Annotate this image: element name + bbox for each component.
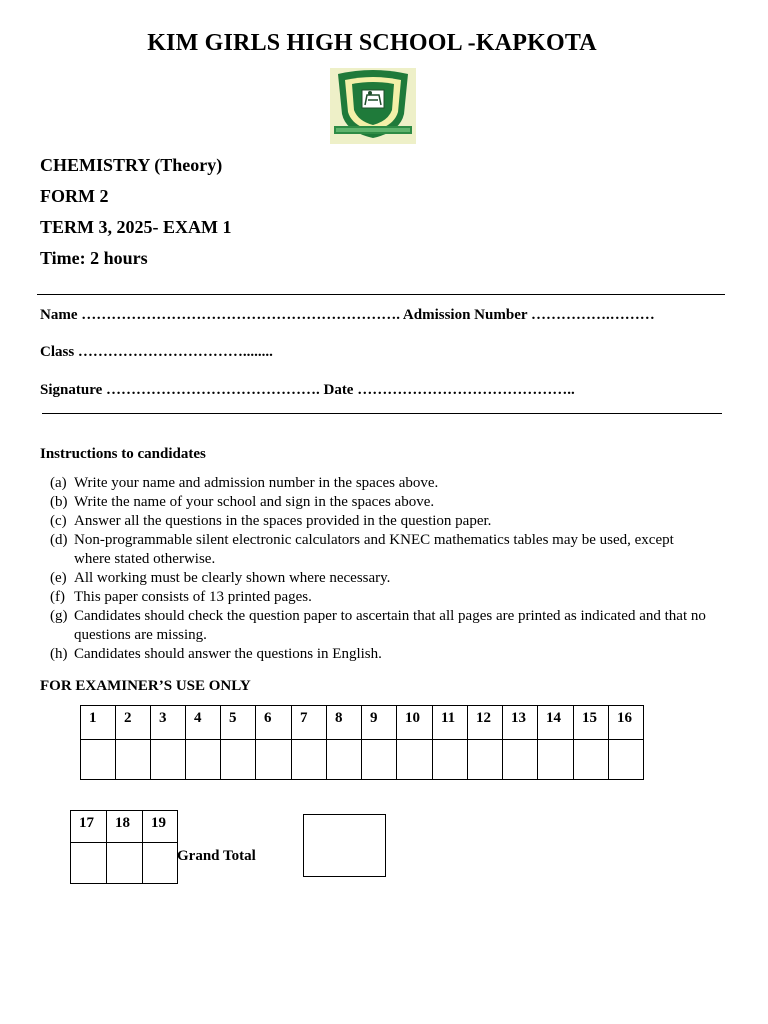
instruction-marker: (g): [50, 608, 68, 624]
grand-total-box[interactable]: [303, 814, 386, 877]
score-table-q1-16: [80, 705, 644, 780]
score-entry-cell[interactable]: [143, 843, 178, 884]
instruction-marker: (c): [50, 513, 67, 529]
score-entry-cell[interactable]: [538, 740, 574, 780]
term-line: TERM 3, 2025- EXAM 1: [40, 217, 232, 237]
subject-line: CHEMISTRY (Theory): [40, 155, 223, 175]
instruction-item: [50, 607, 710, 645]
instructions-heading: Instructions to candidates: [40, 446, 206, 462]
score-entry-cell[interactable]: [609, 740, 644, 780]
instruction-item: [50, 512, 710, 531]
score-entry-cell[interactable]: [327, 740, 362, 780]
question-number-cell: 3: [151, 706, 186, 740]
question-number-cell: 1: [81, 706, 116, 740]
instruction-marker: (h): [50, 646, 68, 662]
score-entry-cell[interactable]: [397, 740, 433, 780]
question-number-cell: 12: [468, 706, 503, 740]
question-number-cell: 19: [143, 811, 178, 843]
instruction-item: [50, 531, 710, 569]
score-entry-cell[interactable]: [574, 740, 609, 780]
question-number-cell: 17: [71, 811, 107, 843]
question-number-cell: 15: [574, 706, 609, 740]
top-divider: [37, 294, 725, 295]
instruction-item: [50, 645, 710, 664]
instruction-marker: (b): [50, 494, 68, 510]
score-entry-cell[interactable]: [256, 740, 292, 780]
instruction-marker: (d): [50, 532, 68, 548]
question-number-cell: 7: [292, 706, 327, 740]
instruction-item: [50, 474, 710, 493]
question-number-cell: 13: [503, 706, 538, 740]
question-number-cell: 4: [186, 706, 221, 740]
instruction-item: [50, 569, 710, 588]
score-entry-cell[interactable]: [81, 740, 116, 780]
school-crest-icon: [330, 68, 416, 144]
bottom-divider: [42, 413, 722, 414]
instruction-item: [50, 493, 710, 512]
score-entry-cell[interactable]: [468, 740, 503, 780]
question-number-cell: 6: [256, 706, 292, 740]
score-entry-cell[interactable]: [503, 740, 538, 780]
name-admission-field[interactable]: Name ………………………………………………………. Admission Number …………….………: [40, 307, 655, 323]
question-number-cell: 18: [107, 811, 143, 843]
instruction-text: All working must be clearly shown where necessary.: [74, 570, 391, 586]
instruction-marker: (e): [50, 570, 67, 586]
score-entry-cell[interactable]: [186, 740, 221, 780]
signature-date-field[interactable]: Signature ……………………………………. Date ……………………………………..: [40, 382, 575, 398]
score-entry-cell[interactable]: [151, 740, 186, 780]
question-number-cell: 11: [433, 706, 468, 740]
question-number-cell: 9: [362, 706, 397, 740]
score-entry-cell[interactable]: [433, 740, 468, 780]
time-line: Time: 2 hours: [40, 248, 148, 268]
instruction-text: Candidates should answer the questions in English.: [74, 646, 382, 662]
instruction-text: Write your name and admission number in the spaces above.: [74, 475, 439, 491]
question-number-cell: 10: [397, 706, 433, 740]
form-line: FORM 2: [40, 186, 109, 206]
score-entry-cell[interactable]: [107, 843, 143, 884]
instruction-marker: (f): [50, 589, 65, 605]
school-name-heading: KIM GIRLS HIGH SCHOOL -KAPKOTA: [147, 30, 597, 56]
instruction-marker: (a): [50, 475, 67, 491]
instruction-item: [50, 588, 710, 607]
instruction-text: Non-programmable silent electronic calculators and KNEC mathematics tables may be used, except where stated otherwise.: [74, 532, 674, 567]
question-number-cell: 14: [538, 706, 574, 740]
score-entry-cell[interactable]: [116, 740, 151, 780]
question-number-cell: 16: [609, 706, 644, 740]
score-entry-cell[interactable]: [71, 843, 107, 884]
question-number-cell: 2: [116, 706, 151, 740]
instruction-text: Answer all the questions in the spaces provided in the question paper.: [74, 513, 492, 529]
instruction-text: Candidates should check the question paper to ascertain that all pages are printed as indicated and that no questions are missing.: [74, 608, 706, 643]
instructions-list: [50, 474, 710, 664]
examiner-heading: FOR EXAMINER’S USE ONLY: [40, 678, 251, 694]
question-number-cell: 5: [221, 706, 256, 740]
score-entry-cell[interactable]: [362, 740, 397, 780]
score-entry-cell[interactable]: [221, 740, 256, 780]
class-field[interactable]: Class ……………………………........: [40, 344, 273, 360]
score-table-q17-19: [70, 810, 178, 884]
question-number-cell: 8: [327, 706, 362, 740]
instruction-text: Write the name of your school and sign in the spaces above.: [74, 494, 435, 510]
instruction-text: This paper consists of 13 printed pages.: [74, 589, 312, 605]
score-entry-cell[interactable]: [292, 740, 327, 780]
grand-total-label: Grand Total: [177, 848, 256, 864]
